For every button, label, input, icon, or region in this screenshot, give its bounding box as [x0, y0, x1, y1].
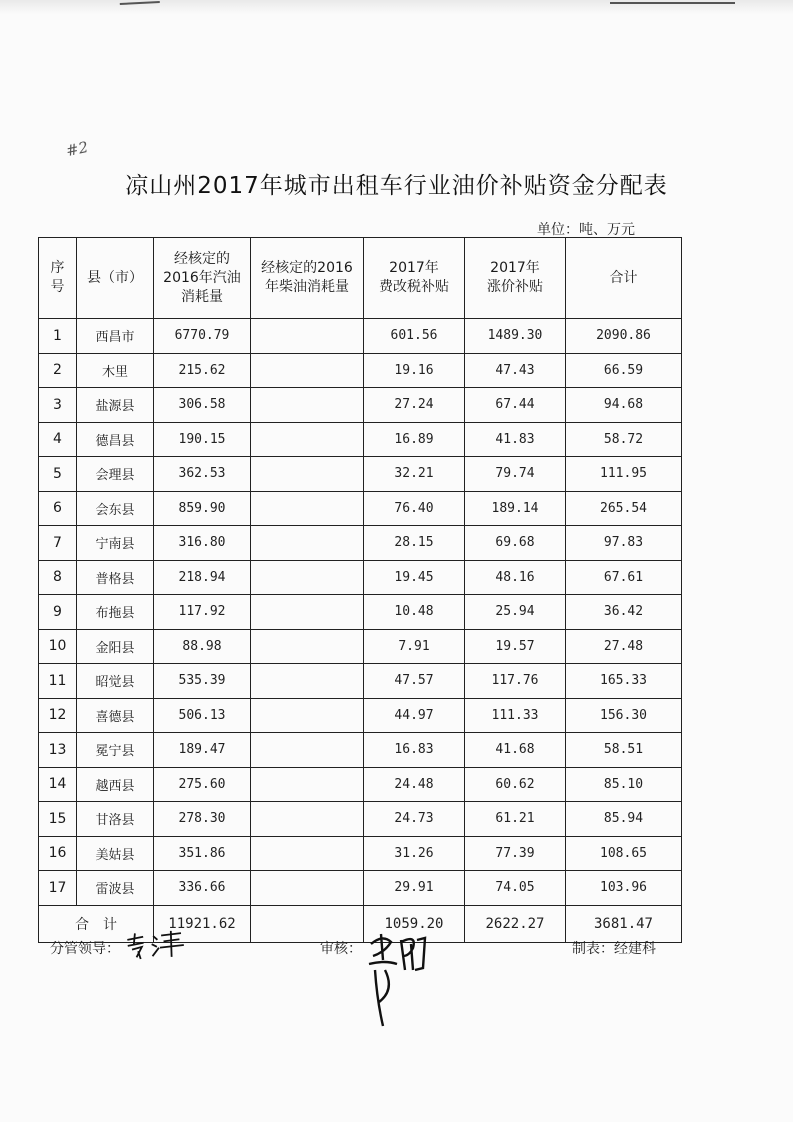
row-number: 5	[39, 457, 77, 492]
price-rise-subsidy: 48.16	[465, 560, 566, 595]
review-signature-scribble	[365, 930, 435, 1030]
table-row	[39, 664, 682, 699]
column-header-line: 经核定的2016	[261, 260, 353, 276]
gasoline-consumption: 506.13	[154, 698, 251, 733]
diesel-consumption	[251, 491, 364, 526]
table-body	[39, 319, 682, 943]
row-total: 103.96	[566, 871, 682, 906]
total-diesel	[251, 905, 364, 942]
row-number: 8	[39, 560, 77, 595]
column-header	[364, 238, 465, 319]
county-name: 喜德县	[77, 698, 154, 733]
tax-reform-subsidy: 24.73	[364, 802, 465, 837]
price-rise-subsidy: 41.83	[465, 422, 566, 457]
table-row	[39, 560, 682, 595]
total-price-rise-subsidy: 2622.27	[465, 905, 566, 942]
table-row	[39, 871, 682, 906]
row-number: 1	[39, 319, 77, 354]
row-total: 156.30	[566, 698, 682, 733]
row-total: 97.83	[566, 526, 682, 561]
gasoline-consumption: 316.80	[154, 526, 251, 561]
column-header	[465, 238, 566, 319]
row-total: 265.54	[566, 491, 682, 526]
column-header-line: 号	[50, 279, 65, 295]
column-header	[251, 238, 364, 319]
row-total: 108.65	[566, 836, 682, 871]
gasoline-consumption: 215.62	[154, 353, 251, 388]
row-number: 3	[39, 388, 77, 423]
tax-reform-subsidy: 44.97	[364, 698, 465, 733]
diesel-consumption	[251, 802, 364, 837]
row-total: 111.95	[566, 457, 682, 492]
column-header-line: 2016年汽油	[163, 269, 241, 286]
row-number: 12	[39, 698, 77, 733]
gasoline-consumption: 190.15	[154, 422, 251, 457]
price-rise-subsidy: 117.76	[465, 664, 566, 699]
county-name: 会理县	[77, 457, 154, 492]
gasoline-consumption: 351.86	[154, 836, 251, 871]
county-name: 越西县	[77, 767, 154, 802]
price-rise-subsidy: 111.33	[465, 698, 566, 733]
table-row	[39, 698, 682, 733]
tax-reform-subsidy: 10.48	[364, 595, 465, 630]
tax-reform-subsidy: 32.21	[364, 457, 465, 492]
diesel-consumption	[251, 353, 364, 388]
gasoline-consumption: 336.66	[154, 871, 251, 906]
tax-reform-subsidy: 19.16	[364, 353, 465, 388]
tax-reform-subsidy: 76.40	[364, 491, 465, 526]
leader-signature	[123, 928, 187, 969]
tax-reform-subsidy: 7.91	[364, 629, 465, 664]
staple-mark-left	[120, 1, 160, 13]
row-total: 85.94	[566, 802, 682, 837]
table-row	[39, 388, 682, 423]
gasoline-consumption: 306.58	[154, 388, 251, 423]
diesel-consumption	[251, 767, 364, 802]
tax-reform-subsidy: 27.24	[364, 388, 465, 423]
row-number: 16	[39, 836, 77, 871]
total-gasoline: 11921.62	[154, 905, 251, 942]
price-rise-subsidy: 69.68	[465, 526, 566, 561]
county-name: 冕宁县	[77, 733, 154, 768]
tax-reform-subsidy: 601.56	[364, 319, 465, 354]
tax-reform-subsidy: 24.48	[364, 767, 465, 802]
row-number: 4	[39, 422, 77, 457]
unit-label: 单位：吨、万元	[537, 222, 635, 238]
diesel-consumption	[251, 595, 364, 630]
price-rise-subsidy: 74.05	[465, 871, 566, 906]
row-total: 165.33	[566, 664, 682, 699]
tax-reform-subsidy: 19.45	[364, 560, 465, 595]
price-rise-subsidy: 189.14	[465, 491, 566, 526]
row-number: 10	[39, 629, 77, 664]
row-total: 66.59	[566, 353, 682, 388]
tax-reform-subsidy: 29.91	[364, 871, 465, 906]
price-rise-subsidy: 25.94	[465, 595, 566, 630]
column-header-line: 县（市）	[87, 269, 143, 286]
gasoline-consumption: 275.60	[154, 767, 251, 802]
county-name: 西昌市	[77, 319, 154, 354]
table-row	[39, 457, 682, 492]
price-rise-subsidy: 41.68	[465, 733, 566, 768]
table-row	[39, 595, 682, 630]
table-row	[39, 733, 682, 768]
county-name: 布拖县	[77, 595, 154, 630]
column-header-line: 2017年	[490, 260, 540, 276]
tax-reform-subsidy: 31.26	[364, 836, 465, 871]
column-header-line: 涨价补贴	[487, 279, 543, 295]
page-mark: #2	[64, 137, 90, 161]
diesel-consumption	[251, 871, 364, 906]
row-total: 58.51	[566, 733, 682, 768]
row-number: 7	[39, 526, 77, 561]
row-total: 2090.86	[566, 319, 682, 354]
diesel-consumption	[251, 664, 364, 699]
diesel-consumption	[251, 629, 364, 664]
county-name: 木里	[77, 353, 154, 388]
column-header-line: 年柴油消耗量	[265, 279, 349, 295]
total-tax-reform-subsidy: 1059.20	[364, 905, 465, 942]
document-title: 凉山州2017年城市出租车行业油价补贴资金分配表	[125, 173, 668, 199]
county-name: 普格县	[77, 560, 154, 595]
row-number: 14	[39, 767, 77, 802]
row-number: 9	[39, 595, 77, 630]
price-rise-subsidy: 61.21	[465, 802, 566, 837]
gasoline-consumption: 859.90	[154, 491, 251, 526]
table-row	[39, 767, 682, 802]
column-header	[154, 238, 251, 319]
price-rise-subsidy: 47.43	[465, 353, 566, 388]
diesel-consumption	[251, 733, 364, 768]
column-header-line: 2017年	[389, 260, 439, 276]
diesel-consumption	[251, 698, 364, 733]
row-number: 6	[39, 491, 77, 526]
county-name: 金阳县	[77, 629, 154, 664]
price-rise-subsidy: 67.44	[465, 388, 566, 423]
county-name: 宁南县	[77, 526, 154, 561]
diesel-consumption	[251, 388, 364, 423]
tax-reform-subsidy: 28.15	[364, 526, 465, 561]
row-number: 2	[39, 353, 77, 388]
table-row	[39, 629, 682, 664]
table-row	[39, 353, 682, 388]
county-name: 雷波县	[77, 871, 154, 906]
column-header-line: 费改税补贴	[379, 279, 449, 295]
diesel-consumption	[251, 836, 364, 871]
row-number: 15	[39, 802, 77, 837]
table-row	[39, 526, 682, 561]
gasoline-consumption: 6770.79	[154, 319, 251, 354]
row-total: 85.10	[566, 767, 682, 802]
review-label: 审核：	[320, 941, 362, 957]
column-header	[77, 238, 154, 319]
grand-total: 3681.47	[566, 905, 682, 942]
county-name: 昭觉县	[77, 664, 154, 699]
gasoline-consumption: 117.92	[154, 595, 251, 630]
row-total: 94.68	[566, 388, 682, 423]
column-header	[39, 238, 77, 319]
column-header-line: 序	[50, 260, 65, 276]
gasoline-consumption: 362.53	[154, 457, 251, 492]
staple-mark-right	[610, 2, 735, 12]
diesel-consumption	[251, 457, 364, 492]
table-row	[39, 491, 682, 526]
diesel-consumption	[251, 560, 364, 595]
row-total: 27.48	[566, 629, 682, 664]
county-name: 甘洛县	[77, 802, 154, 837]
total-label: 合 计	[39, 905, 154, 942]
diesel-consumption	[251, 319, 364, 354]
column-header-line: 经核定的	[174, 250, 230, 267]
price-rise-subsidy: 19.57	[465, 629, 566, 664]
table-row	[39, 802, 682, 837]
county-name: 美姑县	[77, 836, 154, 871]
table-row	[39, 422, 682, 457]
county-name: 德昌县	[77, 422, 154, 457]
tax-reform-subsidy: 16.83	[364, 733, 465, 768]
price-rise-subsidy: 77.39	[465, 836, 566, 871]
column-header	[566, 238, 682, 319]
column-header-line: 消耗量	[181, 288, 223, 305]
tax-reform-subsidy: 47.57	[364, 664, 465, 699]
price-rise-subsidy: 60.62	[465, 767, 566, 802]
row-total: 36.42	[566, 595, 682, 630]
column-header-line: 合计	[609, 269, 638, 286]
leader-signature-scribble	[123, 928, 187, 962]
table-header-row	[39, 238, 682, 319]
table-row	[39, 836, 682, 871]
prepared-by: 制表：经建科	[572, 941, 656, 957]
diesel-consumption	[251, 526, 364, 561]
row-number: 11	[39, 664, 77, 699]
price-rise-subsidy: 79.74	[465, 457, 566, 492]
county-name: 盐源县	[77, 388, 154, 423]
leader-label: 分管领导：	[50, 941, 120, 957]
row-total: 67.61	[566, 560, 682, 595]
gasoline-consumption: 535.39	[154, 664, 251, 699]
table-row	[39, 319, 682, 354]
row-number: 17	[39, 871, 77, 906]
tax-reform-subsidy: 16.89	[364, 422, 465, 457]
row-total: 58.72	[566, 422, 682, 457]
diesel-consumption	[251, 422, 364, 457]
gasoline-consumption: 88.98	[154, 629, 251, 664]
review-signature	[365, 930, 435, 1034]
gasoline-consumption: 189.47	[154, 733, 251, 768]
gasoline-consumption: 278.30	[154, 802, 251, 837]
county-name: 会东县	[77, 491, 154, 526]
gasoline-consumption: 218.94	[154, 560, 251, 595]
price-rise-subsidy: 1489.30	[465, 319, 566, 354]
row-number: 13	[39, 733, 77, 768]
allocation-table	[38, 237, 682, 943]
